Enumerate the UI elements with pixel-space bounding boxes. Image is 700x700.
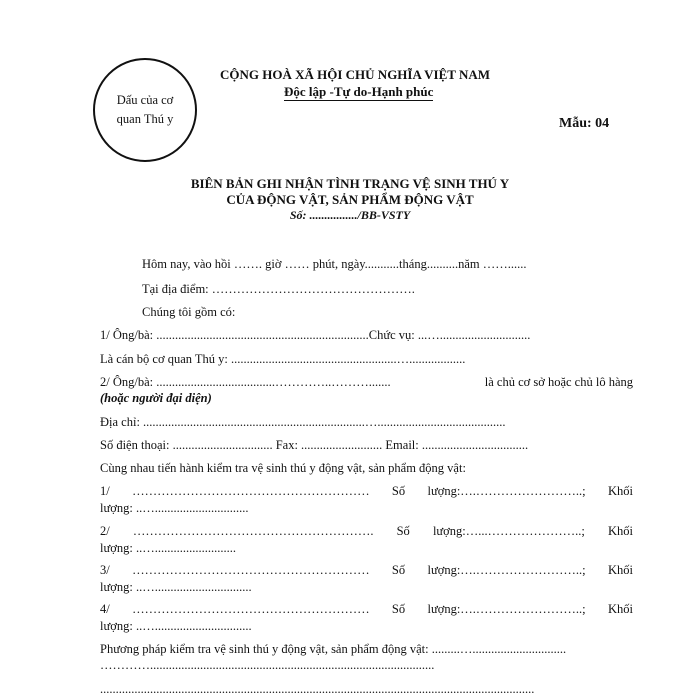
place-line: Tại địa điểm: ………………………………………….: [142, 282, 415, 296]
item-name-blank: …………………………………………………: [132, 602, 370, 616]
document-number: Số: ................/BB-VSTY: [289, 208, 411, 222]
person2-left: 2/ Ông/bà: ......................................…………..……….......: [100, 375, 391, 389]
nation-heading: CỘNG HOÀ XÃ HỘI CHỦ NGHĨA VIỆT NAM: [220, 67, 491, 82]
quantity-blank: lượng:….……………………..;: [427, 484, 586, 498]
item-weight-continuation: lượng: ..…...............................: [100, 580, 252, 594]
stamp-text-line1: Dấu của cơ: [116, 93, 174, 107]
item-number: 3/: [100, 563, 110, 577]
item-weight-continuation: lượng: ..…...............................: [100, 619, 252, 633]
item-weight-continuation: lượng: ..…..........................: [100, 541, 236, 555]
item-row: [100, 602, 633, 617]
method-blank-line: ...........................................................................................................................................: [100, 682, 535, 696]
inspection-intro: Cùng nhau tiến hành kiểm tra vệ sinh thú y động vật, sản phẩm động vật:: [100, 461, 466, 475]
item-name-blank: …………………………………………………: [132, 484, 370, 498]
item-row: [100, 484, 633, 499]
item-number: 4/: [100, 602, 110, 616]
form-number: Mẫu: 04: [559, 116, 610, 131]
officer-line: Là cán bộ cơ quan Thú y: .....................................................…..................: [100, 352, 466, 366]
quantity-blank: lượng:…...…………………..;: [432, 524, 585, 538]
quantity-blank: lượng:….……………………..;: [427, 563, 586, 577]
person2-line: [100, 375, 633, 390]
item-number: 2/: [100, 524, 110, 538]
weight-label: Khối: [608, 602, 633, 616]
document-title-line1: BIÊN BẢN GHI NHẬN TÌNH TRẠNG VỆ SINH THÚ Y: [190, 176, 510, 191]
item-name-blank: …………………………………………………: [132, 563, 370, 577]
members-intro: Chúng tôi gồm có:: [142, 305, 236, 319]
person2-right: là chủ cơ sở hoặc chủ lô hàng: [484, 375, 633, 389]
today-line: Hôm nay, vào hồi ……. giờ …… phút, ngày...........tháng..........năm ……......: [142, 257, 527, 271]
item-number: 1/: [100, 484, 110, 498]
document-title-line2: CỦA ĐỘNG VẬT, SẢN PHẨM ĐỘNG VẬT: [226, 192, 474, 207]
representative-note: (hoặc người đại diện): [100, 391, 212, 405]
address-line: Địa chỉ: .......................................................................….........................................: [100, 415, 506, 429]
weight-label: Khối: [608, 484, 633, 498]
weight-label: Khối: [608, 524, 633, 538]
quantity-label: Số: [391, 602, 406, 616]
agency-stamp-circle: [93, 58, 197, 162]
method-line: Phương pháp kiểm tra vệ sinh thú y động vật, sản phẩm động vật: .........…..............................: [100, 642, 567, 656]
item-weight-continuation: lượng: ..…..............................: [100, 501, 249, 515]
weight-label: Khối: [608, 563, 633, 577]
quantity-label: Số: [396, 524, 410, 538]
quantity-label: Số: [391, 484, 406, 498]
item-name-blank: ………………………………………………….: [132, 524, 374, 538]
quantity-blank: lượng:….……………………..;: [427, 602, 586, 616]
method-blank-line: …………...........................................................................................: [100, 658, 435, 672]
person1-line: 1/ Ông/bà: ....................................................................Chức vụ: ...….............................: [100, 328, 531, 342]
stamp-text-line2: quan Thú y: [116, 112, 174, 126]
motto-heading: Độc lập -Tự do-Hạnh phúc: [284, 84, 434, 99]
phone-fax-email-line: Số điện thoại: ................................ Fax: .......................... Email: ..................................: [100, 438, 529, 452]
quantity-label: Số: [391, 563, 406, 577]
item-row: [100, 524, 633, 539]
item-row: [100, 563, 633, 578]
